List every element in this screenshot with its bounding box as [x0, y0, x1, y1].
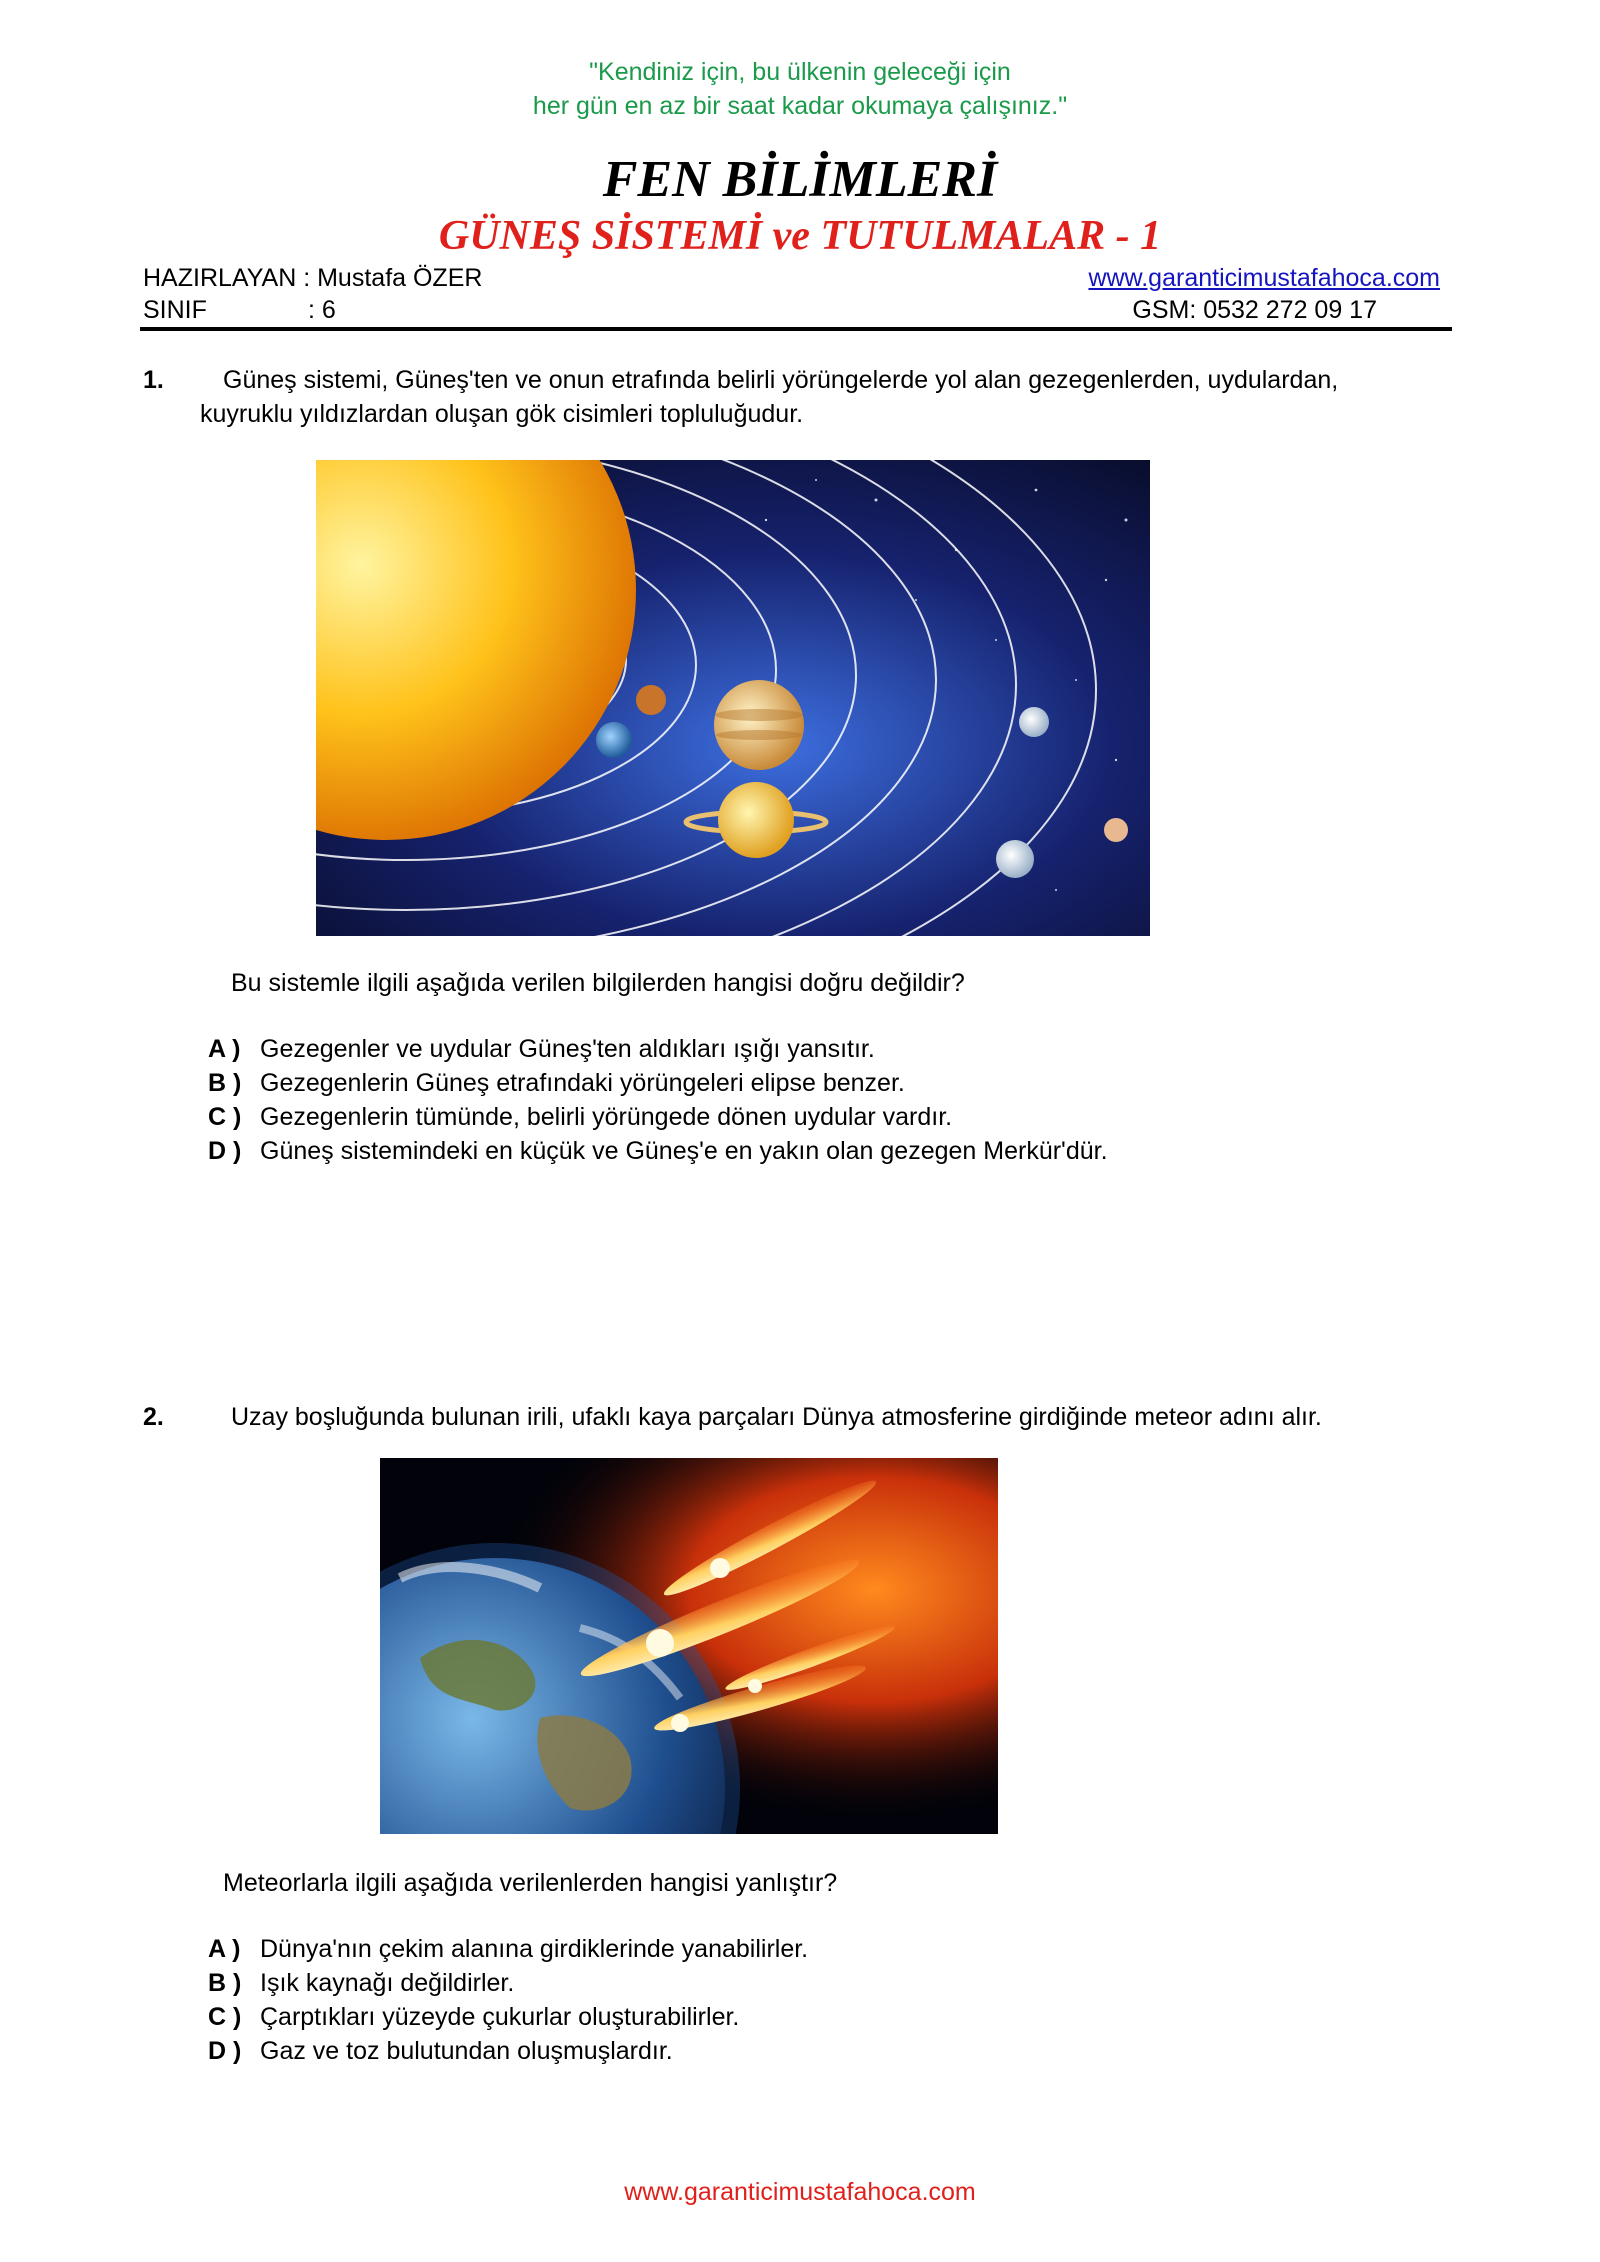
question-1-number: 1.: [143, 366, 164, 394]
header-divider: [140, 327, 1452, 331]
motto-line-1: "Kendiniz için, bu ülkenin geleceği için: [589, 58, 1011, 86]
question-2-option-b[interactable]: [208, 1966, 514, 2000]
class-value: : 6: [308, 296, 336, 324]
option-letter: A ): [208, 1035, 241, 1063]
question-1-text-line-2: kuyruklu yıldızlardan oluşan gök cisimleri topluluğudur.: [200, 400, 804, 428]
option-text: Çarptıkları yüzeyde çukurlar oluşturabilirler.: [260, 2003, 740, 2031]
option-letter: C ): [208, 1103, 242, 1131]
question-1-option-b[interactable]: [208, 1066, 905, 1100]
option-text: Gezegenlerin tümünde, belirli yörüngede dönen uydular vardır.: [260, 1103, 953, 1131]
question-1-option-d[interactable]: [208, 1134, 1108, 1168]
question-2-text: Uzay boşluğunda bulunan irili, ufaklı kaya parçaları Dünya atmosferine girdiğinde meteor adını alır.: [231, 1403, 1322, 1431]
question-1-option-c[interactable]: [208, 1100, 952, 1134]
option-letter: D ): [208, 1137, 242, 1165]
option-letter: B ): [208, 1069, 242, 1097]
option-letter: B ): [208, 1969, 242, 1997]
option-text: Güneş sistemindeki en küçük ve Güneş'e en yakın olan gezegen Merkür'dür.: [260, 1137, 1108, 1165]
prepared-by: HAZIRLAYAN : Mustafa ÖZER: [143, 264, 483, 292]
question-1-prompt: Bu sistemle ilgili aşağıda verilen bilgilerden hangisi doğru değildir?: [231, 969, 965, 997]
question-2-option-c[interactable]: [208, 2000, 739, 2034]
question-1-text-line-1: Güneş sistemi, Güneş'ten ve onun etrafında belirli yörüngelerde yol alan gezegenlerden, uydulardan,: [223, 366, 1339, 394]
gsm-number: GSM: 0532 272 09 17: [1132, 296, 1377, 324]
motto-line-2: her gün en az bir saat kadar okumaya çalışınız.": [532, 92, 1068, 120]
footer-website[interactable]: www.garanticimustafahoca.com: [624, 2178, 976, 2206]
question-2-number: 2.: [143, 1403, 164, 1431]
option-letter: A ): [208, 1935, 241, 1963]
option-text: Gezegenlerin Güneş etrafındaki yörüngeleri elipse benzer.: [260, 1069, 905, 1097]
option-text: Dünya'nın çekim alanına girdiklerinde yanabilirler.: [260, 1935, 809, 1963]
question-2-option-d[interactable]: [208, 2034, 673, 2068]
page-title: FEN BİLİMLERİ: [602, 151, 998, 208]
page-subtitle: GÜNEŞ SİSTEMİ ve TUTULMALAR - 1: [438, 213, 1162, 259]
option-letter: C ): [208, 2003, 242, 2031]
option-text: Işık kaynağı değildirler.: [260, 1969, 515, 1997]
question-2-prompt: Meteorlarla ilgili aşağıda verilenlerden hangisi yanlıştır?: [223, 1869, 838, 1897]
option-text: Gaz ve toz bulutundan oluşmuşlardır.: [260, 2037, 673, 2065]
class-label: SINIF: [143, 296, 207, 324]
question-2-option-a[interactable]: [208, 1932, 808, 1966]
header-website-link[interactable]: www.garanticimustafahoca.com: [1088, 264, 1440, 292]
option-text: Gezegenler ve uydular Güneş'ten aldıkları ışığı yansıtır.: [260, 1035, 875, 1063]
option-letter: D ): [208, 2037, 242, 2065]
meteor-image: [380, 1458, 998, 1834]
question-1-option-a[interactable]: [208, 1032, 875, 1066]
solar-system-image: [316, 460, 1150, 936]
